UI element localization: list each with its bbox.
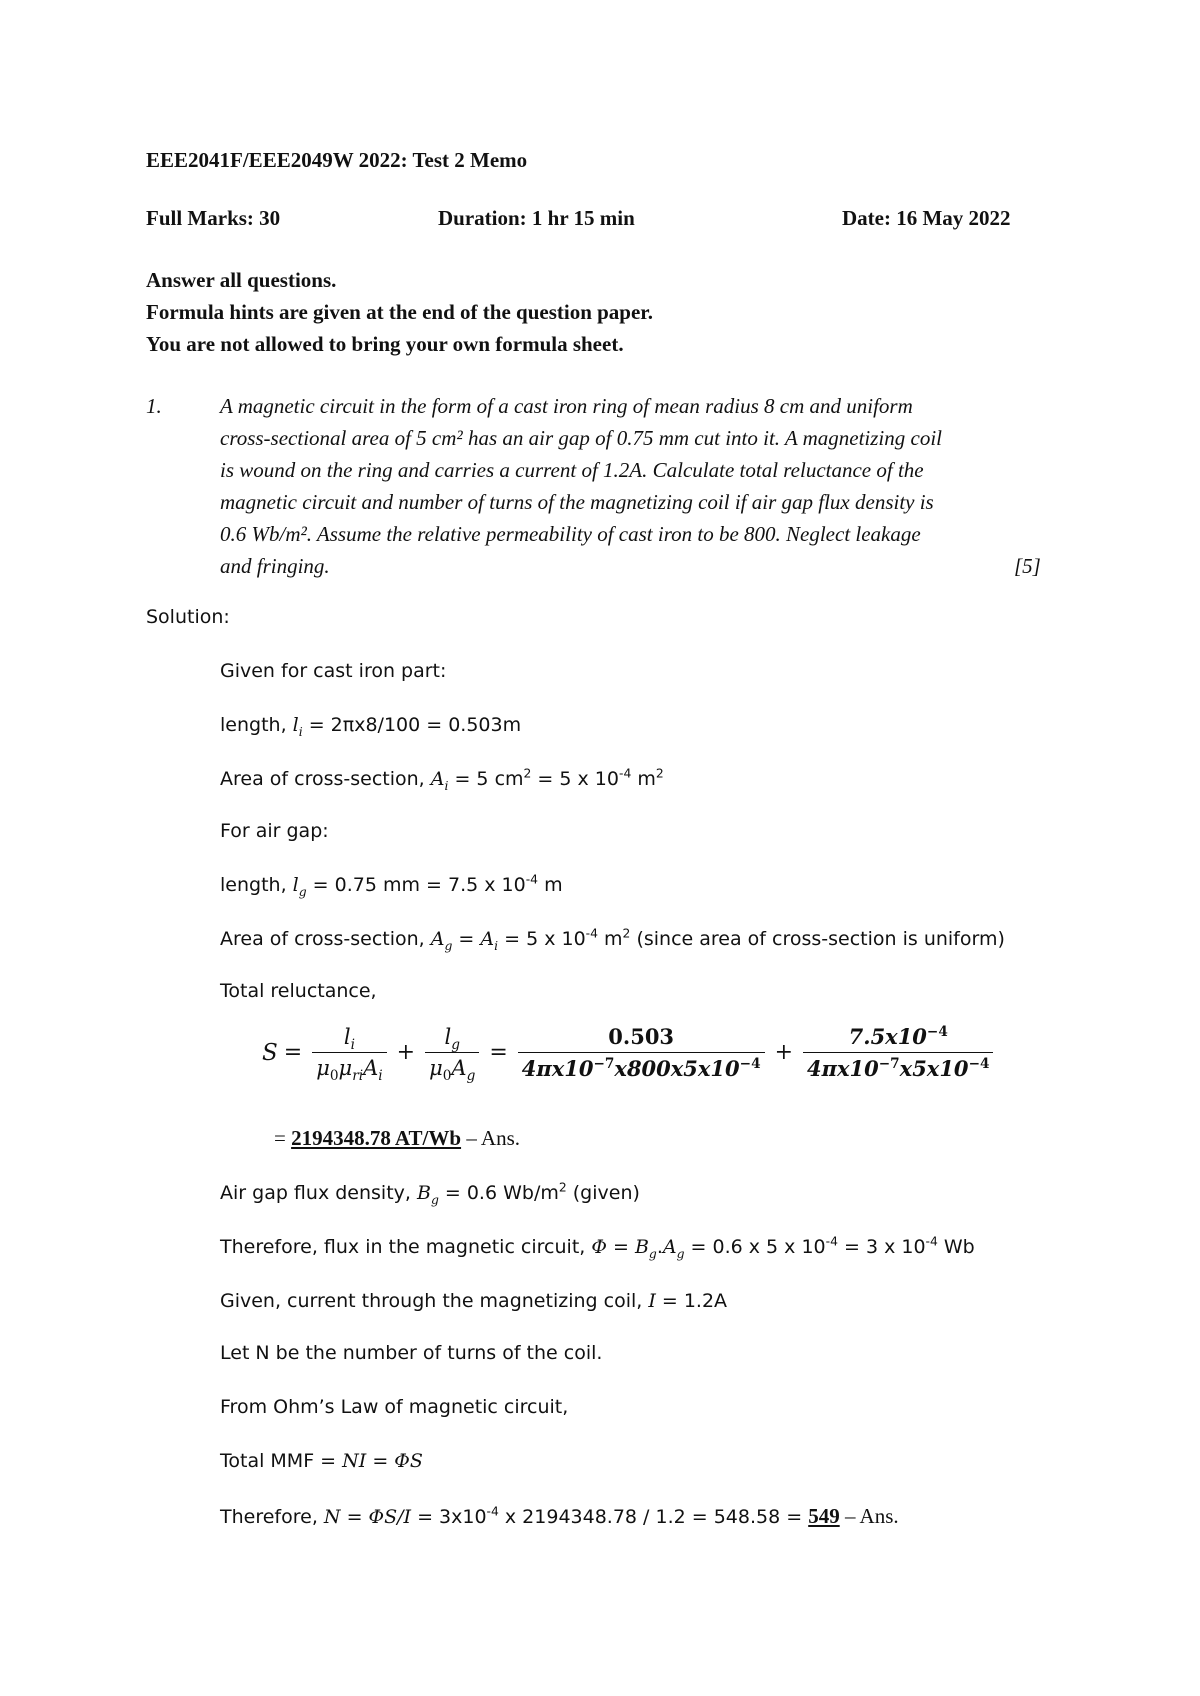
instruction-3: You are not allowed to bring your own formula sheet.	[146, 332, 624, 356]
fraction-iron-numeric: $\frac{0.503}{4\pi x10^{-7}x800x5x10^{-4}}$	[518, 1024, 765, 1081]
turns-line: Therefore, $N = \Phi S/I = 3x10^{-4}$ x 2194348.78 / 1.2 = 548.58 = 549 – Ans.	[220, 1504, 899, 1528]
fraction-iron-symbolic: $\frac{l_i}{\mu_0\mu_{ri}A_i}$	[312, 1025, 386, 1080]
question-line-1: A magnetic circuit in the form of a cast iron ring of mean radius 8 cm and uniform	[220, 394, 913, 418]
reluctance-answer: 2194348.78 AT/Wb	[291, 1126, 462, 1150]
flux-density-line: Air gap flux density, $B_g = 0.6$ $Wb/m^2$ (given)	[220, 1180, 640, 1207]
question-line-6: and fringing.	[220, 554, 330, 578]
full-marks: Full Marks: 30	[146, 206, 281, 230]
turns-answer: 549	[808, 1504, 840, 1528]
length-iron-line: length, $l_i = 2\pi x8/100 = 0.503m$	[220, 714, 522, 739]
test-date: Date: 16 May 2022	[842, 206, 1011, 230]
length-gap-line: length, $l_g = 0.75$ mm = 7.5 x $10^{-4}$ m	[220, 872, 563, 899]
question-marks: [5]	[1014, 554, 1041, 578]
ohms-law-line: From Ohm’s Law of magnetic circuit,	[220, 1396, 569, 1418]
current-line: Given, current through the magnetizing coil, I = 1.2A	[220, 1290, 728, 1312]
question-line-5: 0.6 Wb/m². Assume the relative permeability of cast iron to be 800. Neglect leakage	[220, 522, 921, 546]
cast-iron-heading: Given for cast iron part:	[220, 660, 447, 682]
mmf-line: Total MMF = NI = ΦS	[220, 1450, 423, 1472]
duration: Duration: 1 hr 15 min	[438, 206, 635, 230]
fraction-gap-numeric: $\frac{7.5x10^{-4}}{4\pi x10^{-7}x5x10^{-4}}$	[803, 1024, 993, 1081]
question-line-4: magnetic circuit and number of turns of the magnetizing coil if air gap flux density is	[220, 490, 934, 514]
reluctance-result-line: = 2194348.78 AT/Wb – Ans.	[274, 1126, 520, 1150]
area-gap-line: Area of cross-section, $A_g = A_i = 5$ x $10^{-4}$ $m^2$ (since area of cross-section is uniform)	[220, 926, 1005, 953]
total-reluctance-label: Total reluctance,	[220, 980, 377, 1002]
flux-line: Therefore, flux in the magnetic circuit, $\Phi = B_g.A_g = 0.6$ x 5 x $10^{-4} = 3$ x $10^{-4}$ Wb	[220, 1234, 975, 1261]
instruction-2: Formula hints are given at the end of the question paper.	[146, 300, 653, 324]
document-title: EEE2041F/EEE2049W 2022: Test 2 Memo	[146, 148, 528, 172]
let-n-line: Let N be the number of turns of the coil.	[220, 1342, 603, 1364]
question-number: 1.	[146, 394, 162, 418]
question-line-2: cross-sectional area of 5 cm² has an air gap of 0.75 mm cut into it. A magnetizing coil	[220, 426, 943, 450]
air-gap-heading: For air gap:	[220, 820, 329, 842]
area-iron-line: Area of cross-section, $A_i = 5$ $cm^2 = 5$ x $10^{-4}$ $m^2$	[220, 766, 664, 793]
reluctance-equation: S = $\frac{l_i}{\mu_0\mu_{ri}A_i}$ + $\frac{l_g}{\mu_0A_g}$ = $\frac{0.503}{4\pi x10^{-7}x800x5x10^{-4}}$ + $\frac{7.5x10^{-4}}{4\pi x10^{-7}x5x10^{-4}}$	[262, 1024, 997, 1081]
solution-label: Solution:	[146, 606, 230, 628]
fraction-gap-symbolic: $\frac{l_g}{\mu_0A_g}$	[425, 1025, 479, 1080]
question-line-3: is wound on the ring and carries a current of 1.2A. Calculate total reluctance of the	[220, 458, 924, 482]
instruction-1: Answer all questions.	[146, 268, 337, 292]
